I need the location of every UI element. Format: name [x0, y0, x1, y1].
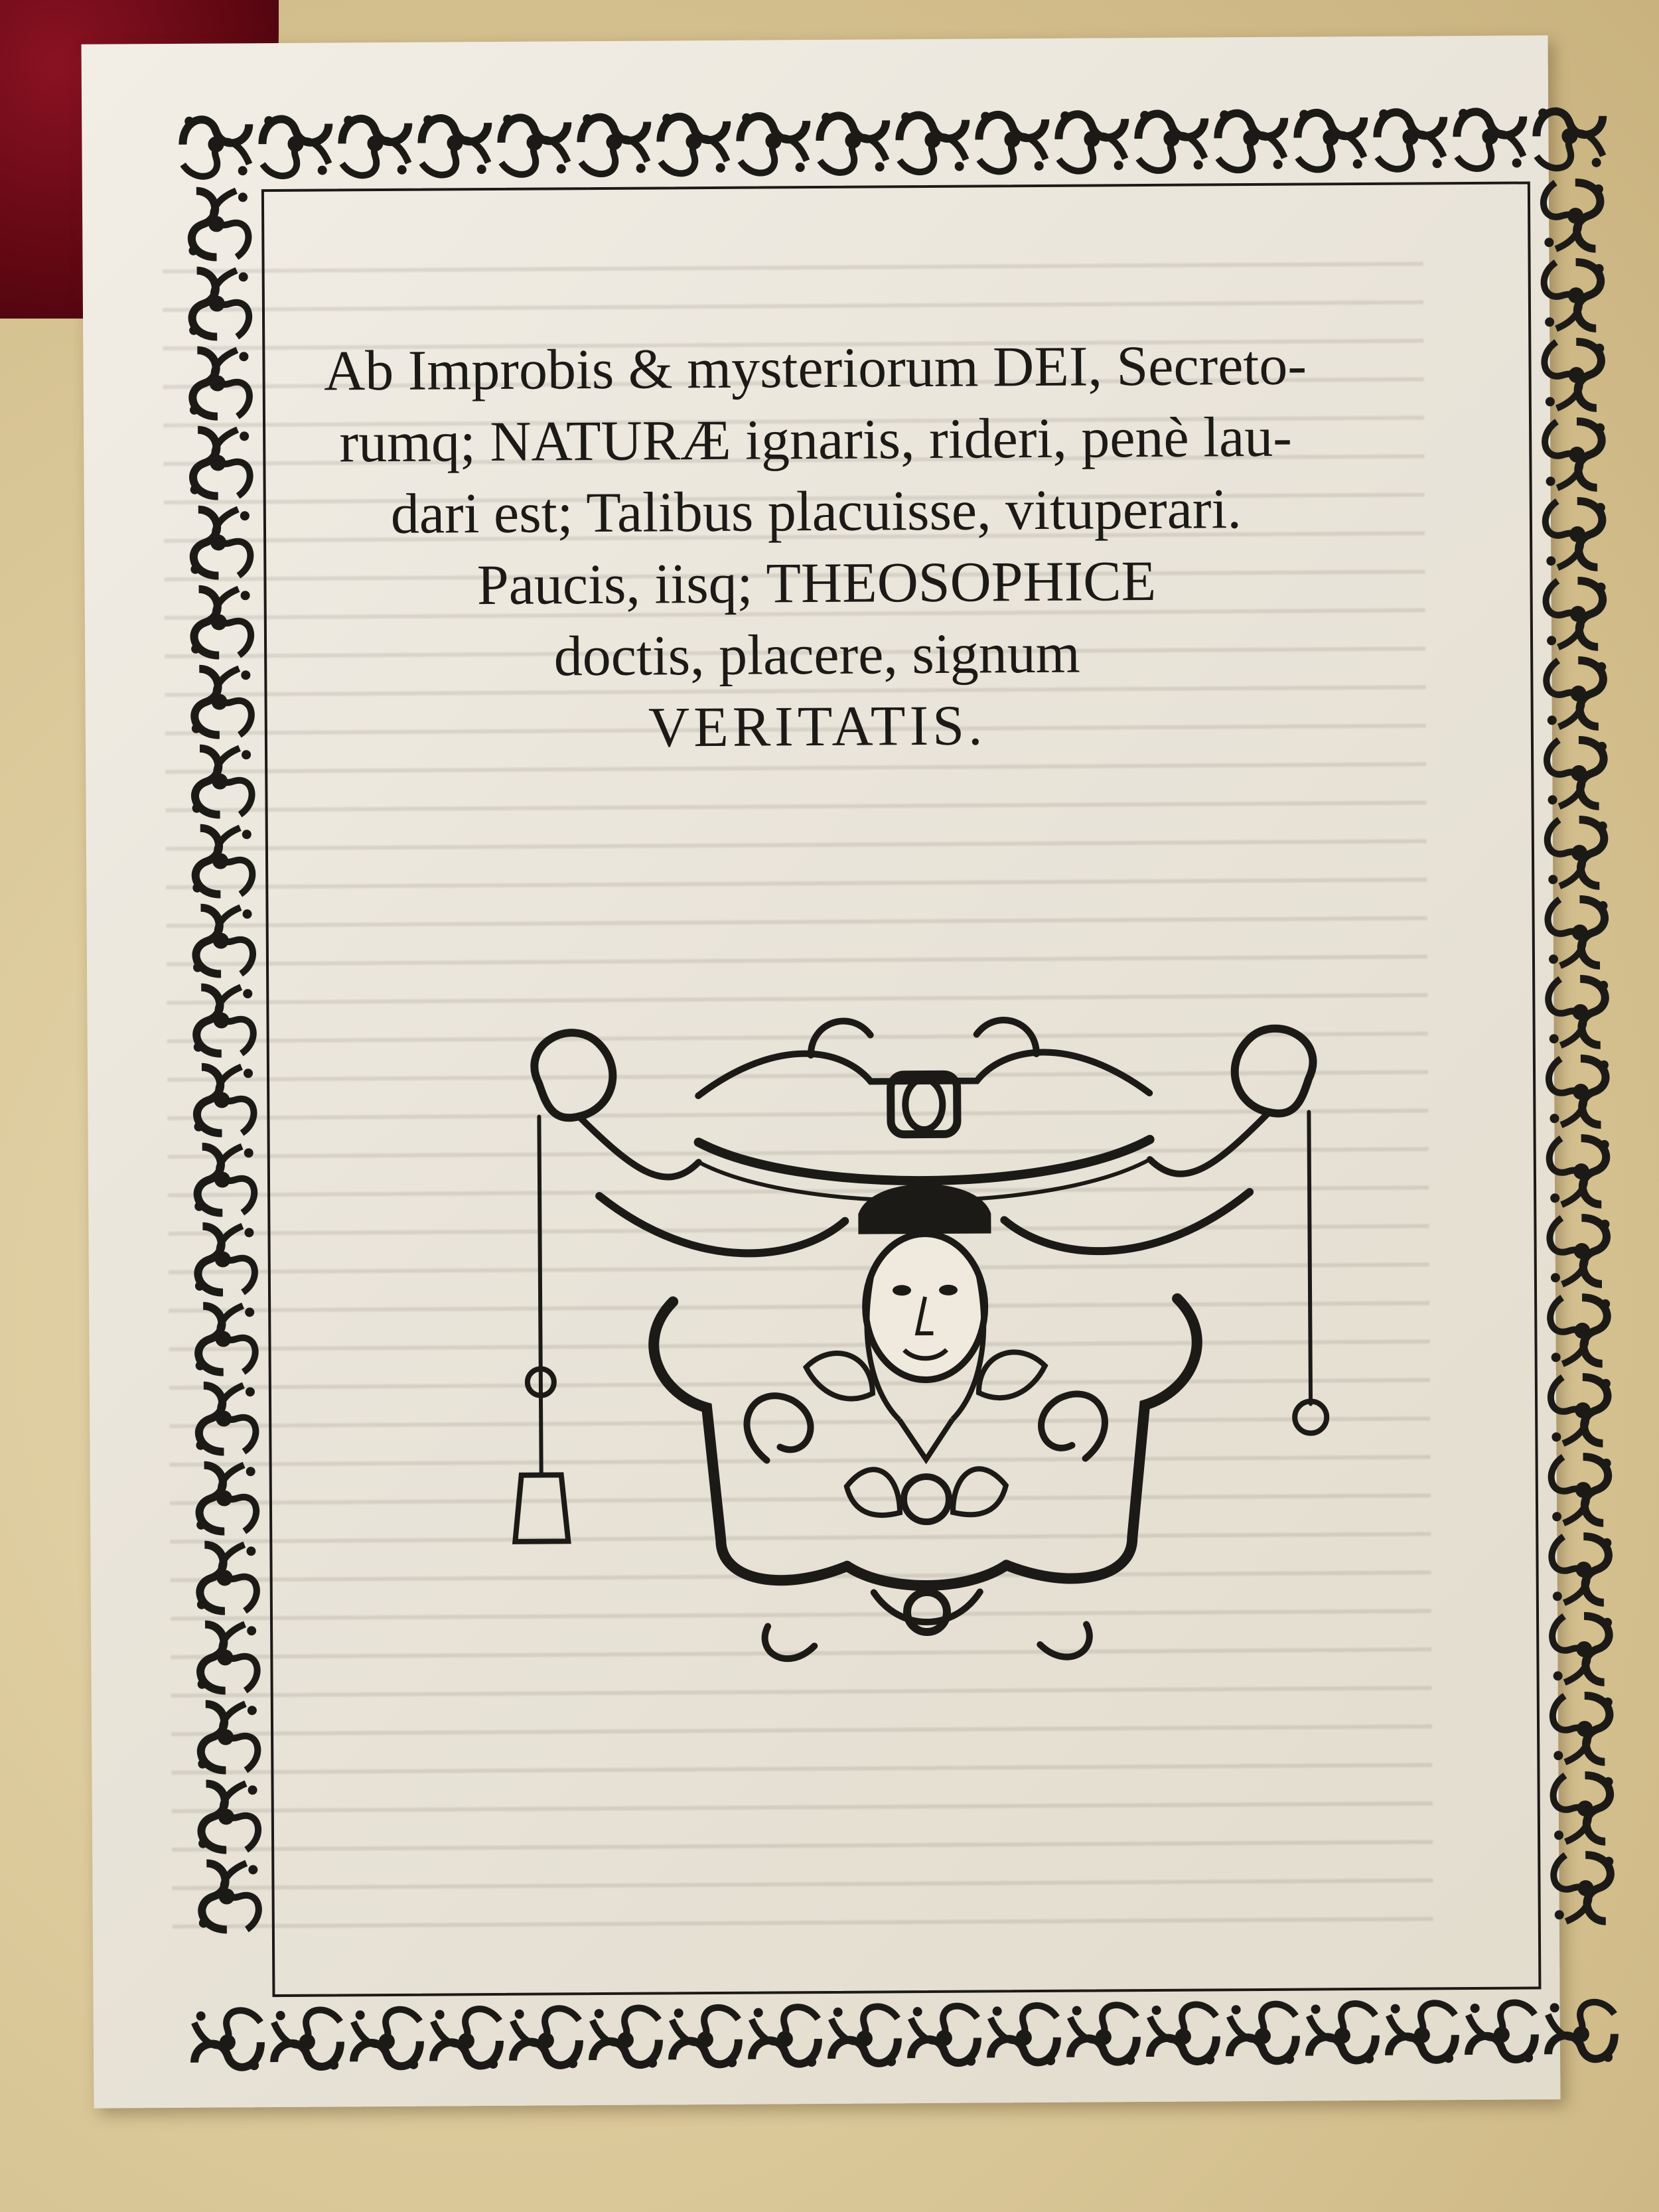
book-page	[82, 35, 1561, 2108]
border-tile	[1540, 893, 1620, 973]
border-tile	[188, 2002, 268, 2083]
border-tile	[185, 1617, 265, 1698]
border-tile	[1545, 1769, 1625, 1849]
border-tile	[1536, 256, 1617, 336]
border-tile	[972, 100, 1052, 180]
border-tile	[427, 2001, 507, 2081]
border-tile	[182, 1219, 263, 1299]
border-tile	[1540, 813, 1620, 893]
border-tile	[181, 980, 261, 1061]
border-tile	[1546, 1848, 1626, 1929]
border-tile	[1536, 176, 1616, 256]
text-line-2: rumq; NATURÆ ignaris, rideri, penè lau-	[339, 404, 1293, 475]
text-line-3: dari est; Talibus placuisse, vituperari.	[390, 477, 1242, 546]
border-tile	[1211, 98, 1291, 179]
border-tile	[984, 1998, 1064, 2078]
border-tile	[186, 1856, 267, 1937]
border-tile	[745, 1999, 826, 2079]
border-tile	[666, 2000, 746, 2080]
border-tile	[1538, 494, 1618, 575]
border-tile	[1544, 1609, 1624, 1690]
border-tile	[177, 184, 257, 264]
border-tile	[586, 2000, 666, 2080]
border-tile	[180, 901, 261, 981]
border-tile	[1131, 98, 1212, 179]
border-tile	[1541, 1052, 1621, 1132]
border-tile	[1542, 1994, 1622, 2075]
border-tile	[574, 102, 654, 183]
border-tile	[182, 1140, 263, 1220]
border-tile	[1450, 96, 1530, 177]
border-tile	[1538, 574, 1618, 654]
border-tile	[183, 1299, 263, 1379]
border-tile	[182, 1060, 262, 1140]
border-tile	[1536, 335, 1617, 415]
border-tile	[1370, 97, 1451, 177]
text-line-5: doctis, placere, signum	[553, 621, 1080, 688]
border-tile	[1052, 99, 1132, 179]
border-tile	[1545, 1689, 1625, 1769]
border-tile	[184, 1538, 265, 1618]
border-tile	[1462, 1994, 1542, 2075]
border-tile	[506, 2000, 587, 2081]
border-tile	[1538, 654, 1619, 734]
text-line-4: Paucis, iisq; THEOSOPHICE	[476, 548, 1157, 617]
grotesque-mask-ornament	[498, 992, 1352, 1688]
border-tile	[1291, 98, 1371, 178]
ornament-svg	[498, 992, 1352, 1688]
border-tile	[1143, 1996, 1224, 2077]
border-tile	[1544, 1530, 1624, 1610]
border-tile	[1542, 1291, 1623, 1371]
border-tile	[825, 1998, 905, 2079]
border-tile	[1540, 972, 1621, 1053]
border-tile	[186, 1777, 266, 1857]
border-tile	[184, 1378, 264, 1459]
border-tile	[347, 2002, 427, 2082]
border-tile	[180, 821, 261, 901]
border-tile	[1382, 1995, 1463, 2075]
border-tile	[177, 263, 257, 344]
border-tile	[654, 102, 734, 182]
title-text	[181, 328, 1451, 766]
border-tile	[1223, 1996, 1303, 2077]
border-tile	[1537, 415, 1617, 495]
border-tile	[1542, 1132, 1622, 1212]
border-tile	[813, 100, 893, 181]
border-tile	[255, 104, 336, 184]
border-tile	[1542, 1211, 1622, 1291]
border-tile	[893, 100, 973, 181]
border-tile	[1544, 1450, 1624, 1530]
text-line-6: VERITATIS.	[648, 693, 987, 759]
border-tile	[184, 1458, 265, 1538]
border-tile	[494, 102, 575, 183]
text-line-1: Ab Improbis & mysteriorum DEI, Secreto-	[323, 332, 1307, 403]
border-tile	[267, 2002, 348, 2082]
border-tile	[1539, 733, 1619, 814]
border-tile	[415, 103, 495, 183]
border-tile	[1303, 1996, 1383, 2076]
border-tile	[176, 104, 256, 184]
border-tile	[335, 104, 415, 184]
border-tile	[1543, 1370, 1623, 1451]
border-tile	[733, 101, 814, 181]
border-tile	[904, 1998, 985, 2079]
border-tile	[1064, 1997, 1144, 2077]
border-tile	[1530, 96, 1610, 177]
border-tile	[186, 1697, 266, 1777]
